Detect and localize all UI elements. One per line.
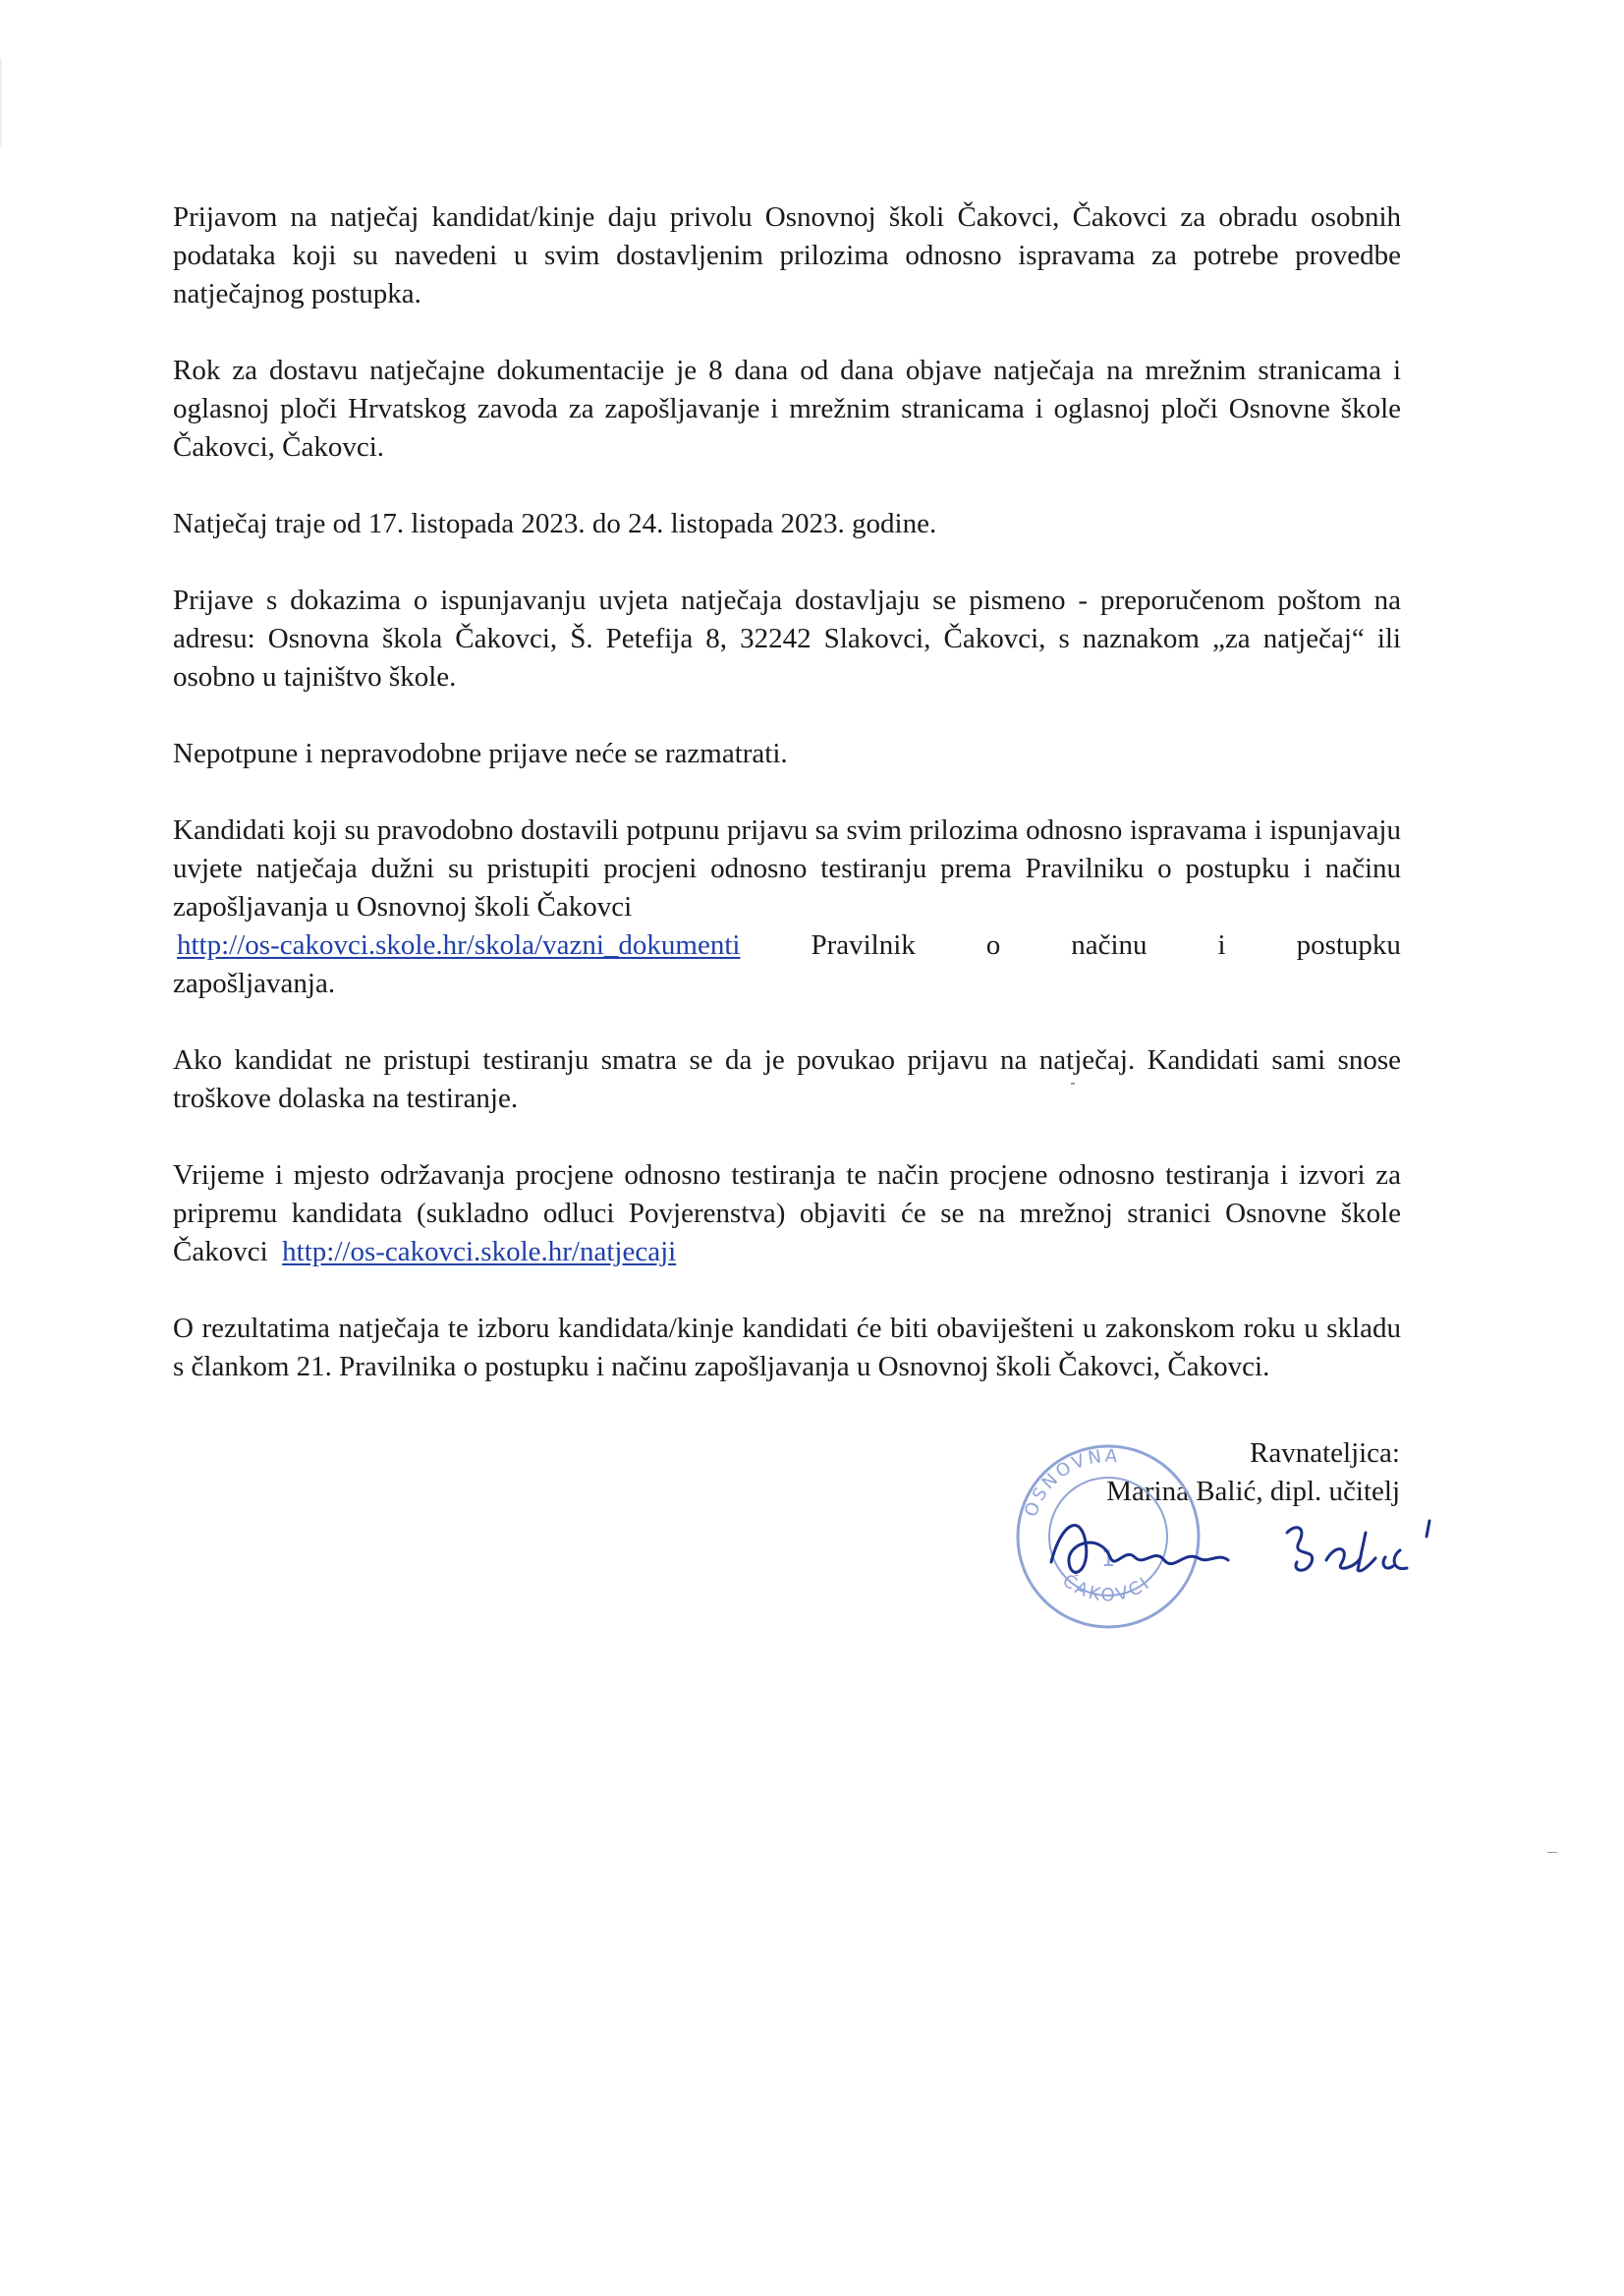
paragraph-testing-text: Kandidati koji su pravodobno dostavili potpunu prijavu sa svim prilozima odnosno ispravama i ispunjavaju uvjete natječaja dužni su pristupiti procjeni odnosno testiranju prema Pravilniku o postupku i načinu zapošljavanja u Osnovnoj školi Čakovci [173,814,1401,923]
testing-word: Pravilnik [811,929,916,961]
paragraph-testing [173,812,1401,1003]
paragraph-deadline: Rok za dostavu natječajne dokumentacije je 8 dana od dana objave natječaja na mrežnim stranicama i oglasnoj ploči Hrvatskog zavoda za zapošljavanje i mrežnim stranicama i oglasnoj ploči Osnovne škole Čakovci, Čakovci. [173,355,1401,463]
signatory-title: Ravnateljica: [1250,1437,1400,1469]
tenders-link[interactable]: http://os-cakovci.skole.hr/natjecaji [282,1236,677,1267]
testing-word: i [1217,929,1226,961]
signatory-name: Marina Balić, dipl. učitelj [1106,1476,1400,1507]
testing-word: načinu [1071,929,1148,961]
paragraph-submission: Prijave s dokazima o ispunjavanju uvjeta natječaja dostavljaju se pismeno - preporučenom poštom na adresu: Osnovna škola Čakovci, Š. Petefija 8, 32242 Slakovci, Čakovci, s naznakom „za natječaj“ ili osobno u tajništvo škole. [173,585,1401,693]
document-body [173,198,1401,1425]
paragraph-testing-info [173,1156,1401,1271]
paragraph-testing-end: zapošljavanja. [173,968,336,999]
stamp-number: 1 [1101,1547,1115,1572]
paragraph-consent: Prijavom na natječaj kandidat/kinje daju privolu Osnovnoj školi Čakovci, Čakovci za obradu osobnih podataka koji su navedeni u svim dostavljenim prilozima odnosno ispravama za potrebe provedbe natječajnog postupka. [173,201,1401,309]
paragraph-results: O rezultatima natječaja te izboru kandidata/kinje kandidati će biti obaviješteni u zakonskom roku u skladu s člankom 21. Pravilnika o postupku i načinu zapošljavanja u Osnovnoj školi Čakovci, Čakovci. [173,1313,1401,1382]
stamp-bottom-text: ČAKOVCI [1058,1570,1155,1606]
testing-word: postupku [1296,929,1401,961]
paragraph-withdrawal: Ako kandidat ne pristupi testiranju smatra se da je povukao prijavu na natječaj. Kandidati sami snose troškove dolaska na testiranje. [173,1044,1401,1114]
paragraph-incomplete: Nepotpune i nepravodobne prijave neće se razmatrati. [173,738,788,769]
handwritten-signature-icon [1041,1503,1454,1592]
documents-link[interactable]: http://os-cakovci.skole.hr/skola/vazni_dokumenti [177,929,741,961]
testing-info-text: Vrijeme i mjesto održavanja procjene odnosno testiranja te način procjene odnosno testiranja i izvori za pripremu kandidata (sukladno odluci Povjerenstva) objaviti će se na mrežnoj stranici Osnovne škole Čakovci [173,1159,1401,1267]
paragraph-duration: Natječaj traje od 17. listopada 2023. do 24. listopada 2023. godine. [173,508,937,539]
scan-speck [1071,1083,1075,1085]
scan-speck [1547,1852,1557,1853]
scan-edge-mark [0,59,2,147]
testing-word: o [985,929,1001,961]
stamp-top-text: OSNOVNA [1020,1445,1121,1520]
paragraph-testing-link-line [173,926,1401,965]
